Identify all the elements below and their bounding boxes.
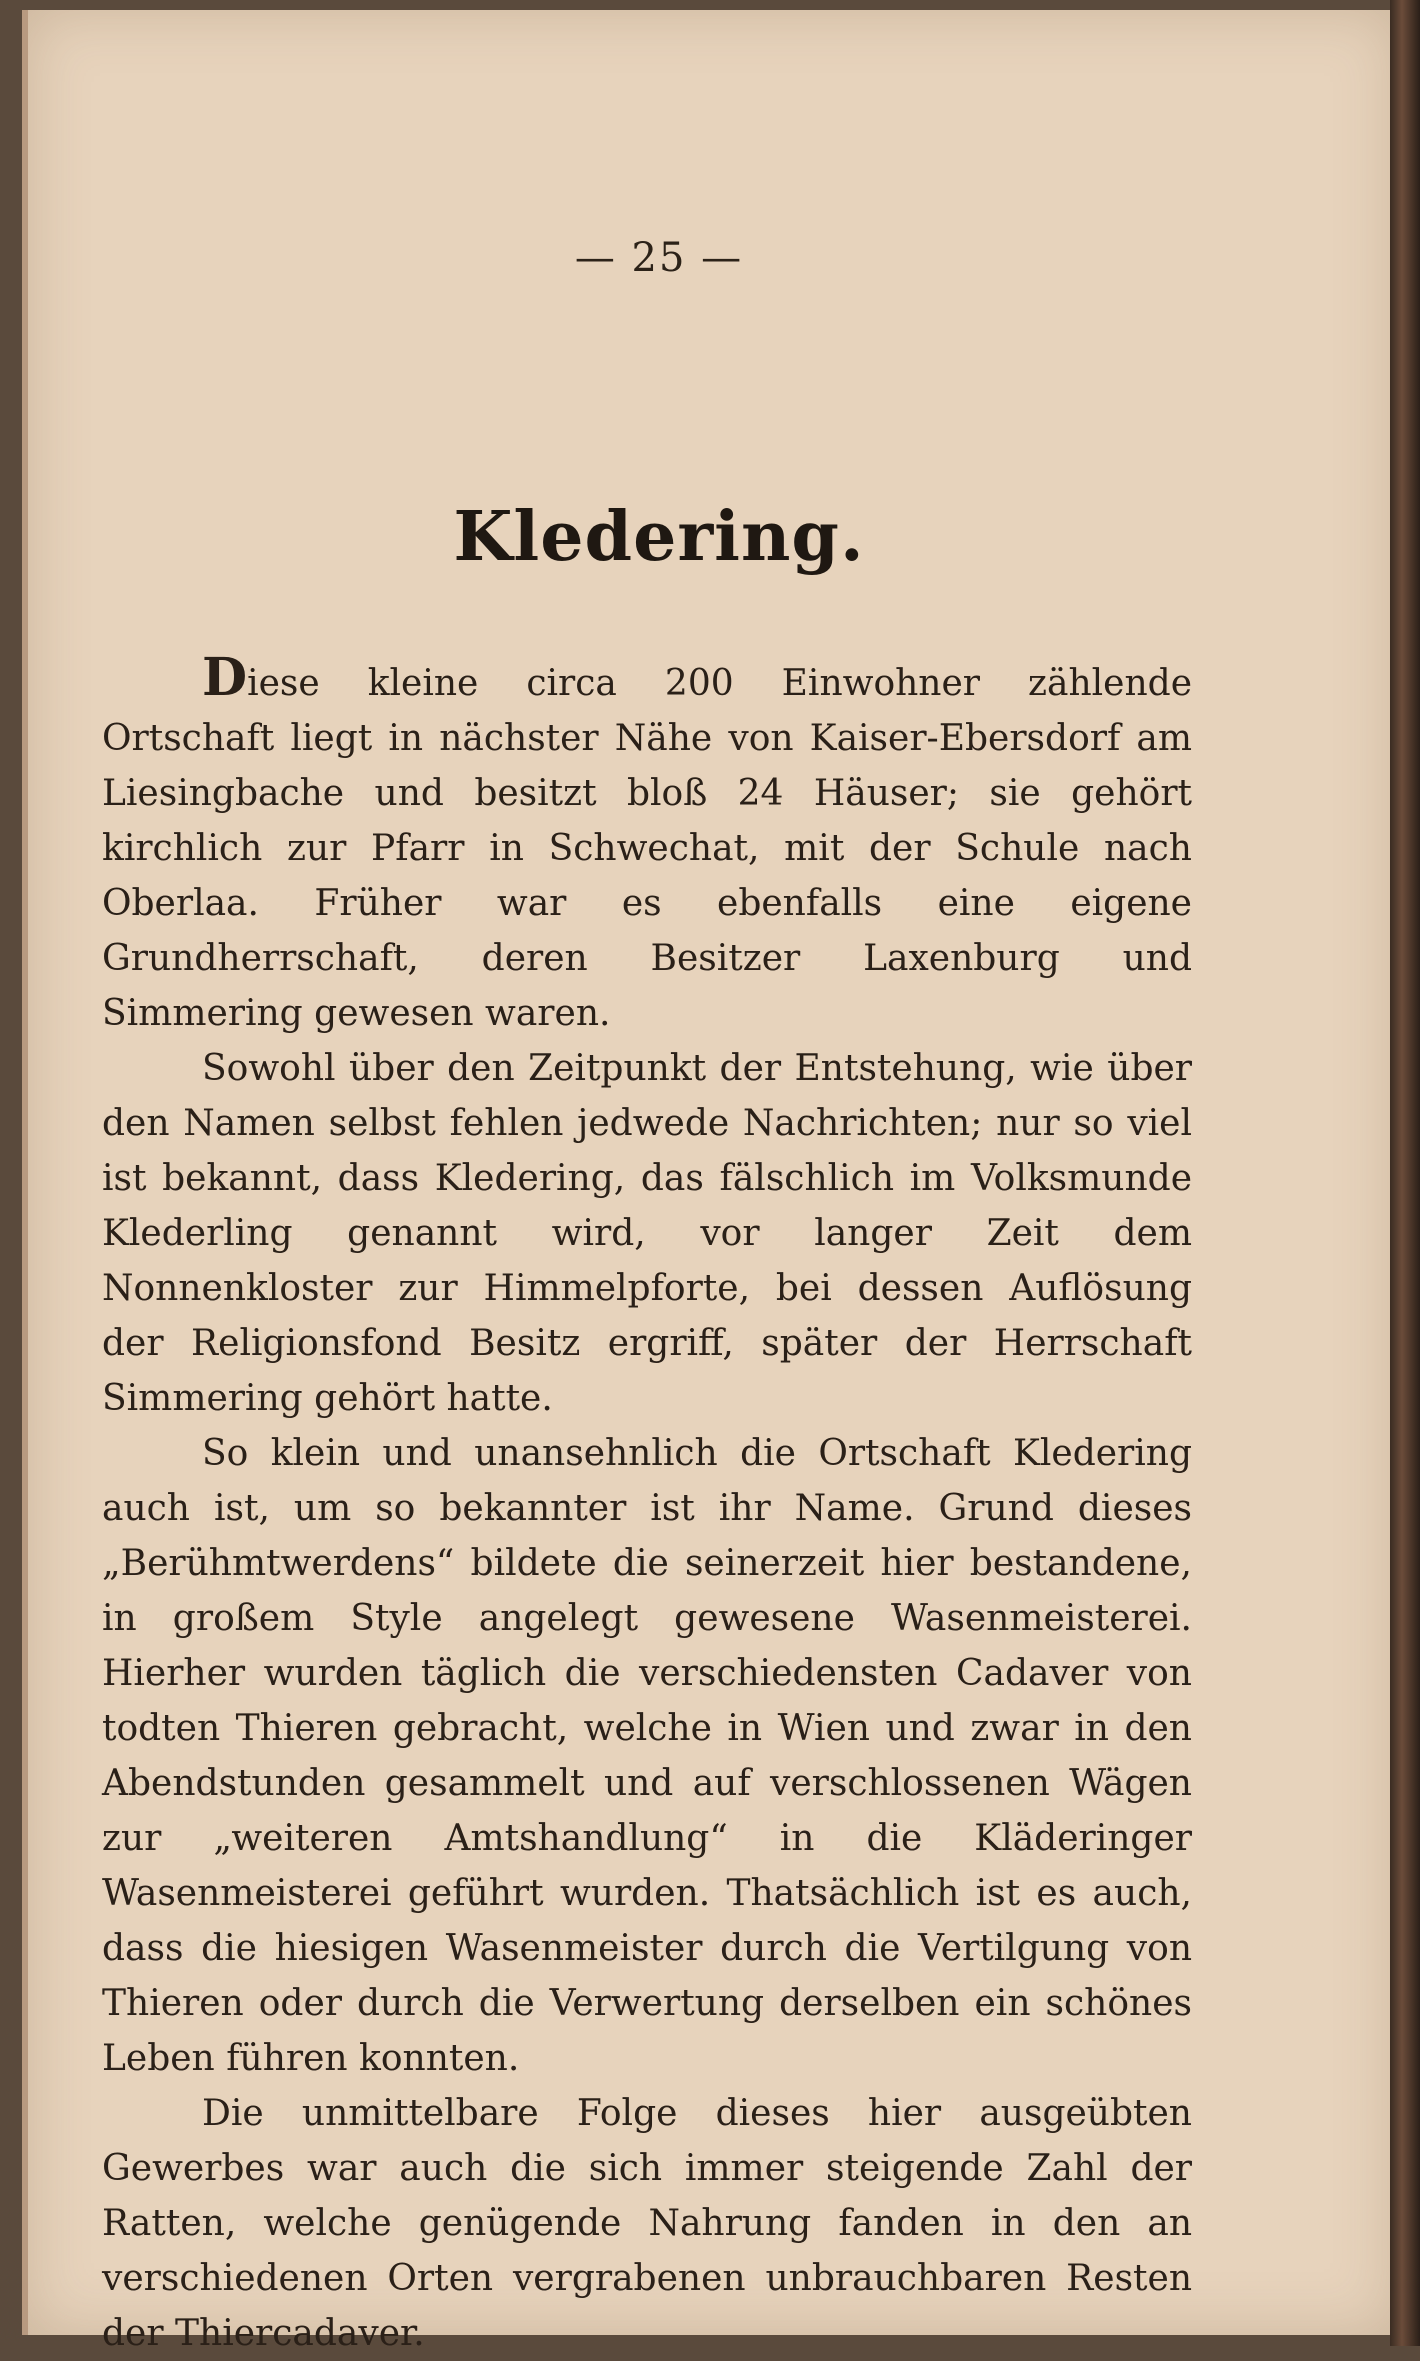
paragraph-1-text: iese kleine circa 200 Einwohner zählende Ortschaft liegt in nächster Nähe von Kaiser-Ebersdorf am Liesingbache und besitzt bloß 24 Häuser; sie gehört kirchlich zur Pfarr in Schwechat, mit der Schule nach Oberlaa. Früher war es ebenfalls eine eigene Grundherrschaft, deren Besitzer Laxenburg und Simmering gewesen waren. [102, 663, 1192, 1034]
chapter-heading: Kledering. [453, 497, 865, 577]
page-number: — 25 — [574, 235, 744, 281]
paragraph-1 [102, 647, 1192, 1041]
book-edge [1390, 0, 1420, 2346]
drop-cap: D [202, 647, 248, 708]
book-page [22, 10, 1396, 2354]
paragraph-2: Sowohl über den Zeitpunkt der Entstehung, wie über den Namen selbst fehlen jedwede Nachrichten; nur so viel ist bekannt, dass Kledering, das fälschlich im Volksmunde Klederling genannt wird, vor langer Zeit dem Nonnenkloster zur Himmelpforte, bei dessen Auflösung der Religionsfond Besitz ergriff, später der Herrschaft Simmering gehört hatte. [102, 1048, 1192, 1419]
body-text [102, 647, 1192, 2361]
paragraph-4: Die unmittelbare Folge dieses hier ausgeübten Gewerbes war auch die sich immer steigende Zahl der Ratten, welche genügende Nahrung fanden in den an verschiedenen Orten vergrabenen unbrauchbaren Resten der Thiercadaver. [102, 2093, 1192, 2354]
paragraph-3: So klein und unansehnlich die Ortschaft Kledering auch ist, um so bekannter ist ihr Name. Grund dieses „Berühmtwerdens“ bildete die seinerzeit hier bestandene, in großem Style angelegt gewesene Wasenmeisterei. Hierher wurden täglich die verschiedensten Cadaver von todten Thieren gebracht, welche in Wien und zwar in den Abendstunden gesammelt und auf verschlossenen Wägen zur „weiteren Amtshandlung“ in die Kläderinger Wasenmeisterei geführt wurden. Thatsächlich ist es auch, dass die hiesigen Wasenmeister durch die Vertilgung von Thieren oder durch die Verwertung derselben ein schönes Leben führen konnten. [102, 1433, 1192, 2079]
